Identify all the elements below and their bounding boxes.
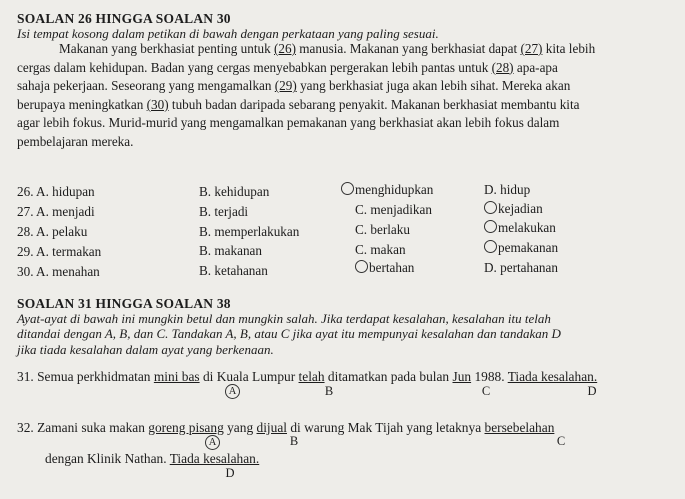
passage-line: agar lebih fokus. Murid-murid yang mengamalkan pemakanan yang berkhasiat akan lebih fokus dalam	[17, 115, 560, 131]
option-28a: 28. A. pelaku	[17, 224, 88, 239]
answer-circle-icon	[484, 240, 497, 253]
q31-label-d: D	[587, 384, 597, 398]
option-27c: C. menjadikan	[355, 202, 432, 217]
option-26b: B. kehidupan	[199, 184, 270, 199]
option-30d: D. pertahanan	[484, 260, 558, 275]
section2-instruction-line1: Ayat-ayat di bawah ini mungkin betul dan mungkin salah. Jika terdapat kesalahan, kesalahan itu telah	[17, 311, 551, 326]
option-29a: 29. A. termakan	[17, 244, 102, 259]
passage-line: berupaya meningkatkan (30) tubuh badan daripada sebarang penyakit. Makanan berkhasiat membantu kita	[17, 96, 580, 112]
q32-label-d: D	[225, 466, 235, 480]
passage-line: cergas dalam kehidupan. Badan yang cergas menyebabkan pergerakan lebih pantas untuk (28) apa-apa	[17, 59, 558, 75]
section1-title: SOALAN 26 HINGGA SOALAN 30	[17, 11, 231, 26]
answer-circle-icon	[484, 220, 497, 233]
answer-circle-icon	[341, 182, 354, 195]
option-27d: kejadian	[484, 201, 543, 217]
option-28d: melakukan	[484, 220, 556, 236]
option-29b: B. makanan	[199, 243, 262, 258]
passage-line: sahaja pekerjaan. Seseorang yang mengamalkan (29) yang berkhasiat juga akan lebih sihat. Mereka akan	[17, 78, 571, 94]
section2-instruction-line3: jika tiada kesalahan dalam ayat yang berkenaan.	[17, 342, 274, 357]
option-28c: C. berlaku	[355, 222, 410, 237]
option-26c: menghidupkan	[341, 182, 433, 198]
question-32-line2: dengan Klinik Nathan. Tiada kesalahan.	[45, 451, 260, 466]
option-29c: C. makan	[355, 242, 406, 257]
q32-label-b: B	[289, 434, 299, 448]
question-31: 31. Semua perkhidmatan mini bas di Kuala Lumpur telah ditamatkan pada bulan Jun 1988. Tiada kesalahan.	[17, 369, 598, 384]
q31-label-a: A	[225, 384, 240, 399]
option-29d: pemakanan	[484, 240, 558, 256]
section2-title: SOALAN 31 HINGGA SOALAN 38	[17, 296, 231, 311]
passage-line: Makanan yang berkhasiat penting untuk (26) manusia. Makanan yang berkhasiat dapat (27) kita lebih	[59, 41, 596, 56]
section2-instruction-line2: ditandai dengan A, B, dan C. Tandakan A, B, atau C jika ayat itu mempunyai kesalahan dan tandakan D	[17, 326, 561, 341]
option-30b: B. ketahanan	[199, 263, 268, 278]
option-27b: B. terjadi	[199, 204, 249, 219]
passage-line: pembelajaran mereka.	[17, 133, 134, 149]
answer-circle-icon	[484, 201, 497, 214]
q32-label-a: A	[205, 435, 220, 450]
answer-circle-icon	[355, 260, 368, 273]
option-28b: B. memperlakukan	[199, 224, 300, 239]
q31-label-b: B	[324, 384, 334, 398]
q32-label-c: C	[556, 434, 566, 448]
passage	[17, 40, 657, 152]
option-30c: bertahan	[355, 260, 414, 276]
option-27a: 27. A. menjadi	[17, 204, 95, 219]
section1-instruction: Isi tempat kosong dalam petikan di bawah dengan perkataan yang paling sesuai.	[17, 26, 439, 41]
option-26d: D. hidup	[484, 182, 531, 197]
q31-label-c: C	[481, 384, 491, 398]
option-30a: 30. A. menahan	[17, 264, 100, 279]
question-32: 32. Zamani suka makan goreng pisang yang dijual di warung Mak Tijah yang letaknya bersebelahan	[17, 420, 555, 435]
option-26a: 26. A. hidupan	[17, 184, 95, 199]
